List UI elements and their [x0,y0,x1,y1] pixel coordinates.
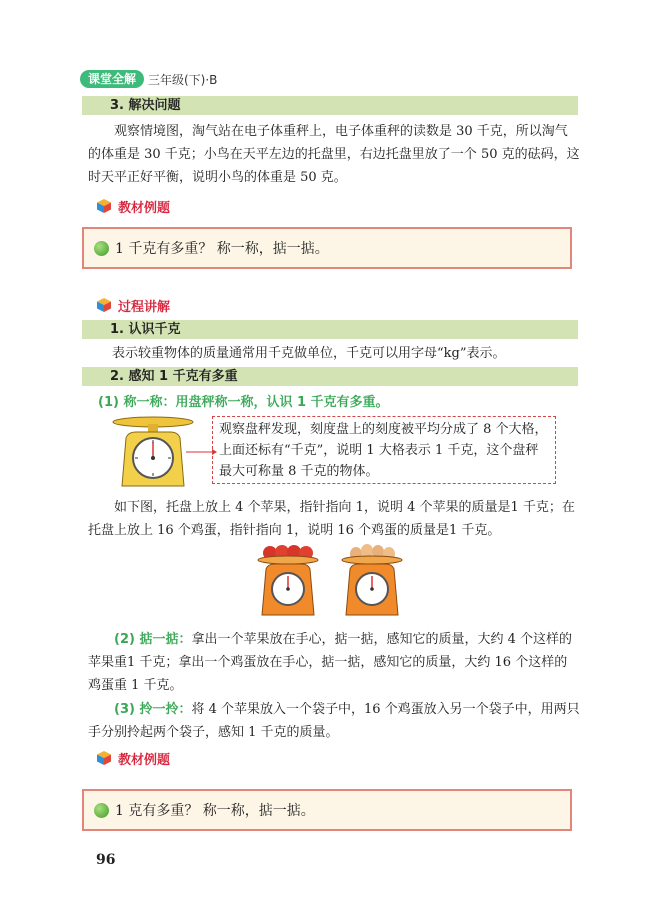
step-2-text: 拿出一个苹果放在手心，掂一掂，感知它的质量，大约 4 个这样的苹果重1 千克；拿出一个鸡蛋放在手心，掂一掂，感知它的质量，大约 16 个这样的鸡蛋重 1 千克。 [88,632,573,693]
process-label: 过程讲解 [118,299,171,315]
note-box: 观察盘秤发现，刻度盘上的刻度被平均分成了 8 个大格，上面还标有“千克”，说明 1 大格表示 1 千克，这个盘秤最大可称量 8 千克的物体。 [212,416,556,484]
example-1-question: 1 千克有多重？ 称一称，掂一掂。 [115,241,329,257]
process-heading [96,295,170,315]
step-2-paragraph [88,628,580,697]
part-2-para-1: 如下图，托盘上放上 4 个苹果，指针指向 1，说明 4 个苹果的质量是1 千克；在托盘上放上 16 个鸡蛋，指针指向 1，说明 16 个鸡蛋的质量是1 千克。 [88,500,575,538]
part-1-title: 1. 认识千克 [82,320,578,339]
header-badge: 课堂全解 [80,70,144,88]
example-2-heading [96,748,170,768]
example-2-box [82,789,572,831]
step-2-label: (2) 掂一掂： [114,632,192,647]
green-dot-icon [94,803,109,818]
step-3-label: (3) 拎一拎： [114,702,192,717]
section-3-text: 观察情境图，淘气站在电子体重秤上，电子体重秤的读数是 30 千克，所以淘气的体重是 30 千克；小鸟在天平左边的托盘里，右边托盘里放了一个 50 克的砝码，这时天平正好平衡，说明小鸟的体重是 50 克。 [88,124,580,185]
cube-icon [96,750,112,766]
cube-icon [96,198,112,214]
header-grade: 三年级(下)·B [148,73,218,87]
step-1-heading: (1) 称一称：用盘秤称一称，认识 1 千克有多重。 [98,395,389,410]
example-1-box [82,227,572,269]
part-1-text: 表示较重物体的质量通常用千克做单位，千克可以用字母“kg”表示。 [112,346,506,361]
example-1-heading [96,196,170,216]
example-2-question: 1 克有多重？ 称一称，掂一掂。 [115,803,315,819]
cube-icon [96,297,112,313]
scale-illustration [108,412,218,492]
section-3-title: 3. 解决问题 [82,96,578,115]
step-3-text: 将 4 个苹果放入一个袋子中，16 个鸡蛋放入另一个袋子中，用两只手分别拎起两个袋子，感知 1 千克的质量。 [88,702,580,740]
step-3-paragraph [88,698,580,744]
apples-eggs-scales-illustration [250,543,420,618]
example-1-label: 教材例题 [118,200,171,216]
example-2-label: 教材例题 [118,752,171,768]
page-number: 96 [96,852,116,868]
green-dot-icon [94,241,109,256]
part-2-title: 2. 感知 1 千克有多重 [82,367,578,386]
